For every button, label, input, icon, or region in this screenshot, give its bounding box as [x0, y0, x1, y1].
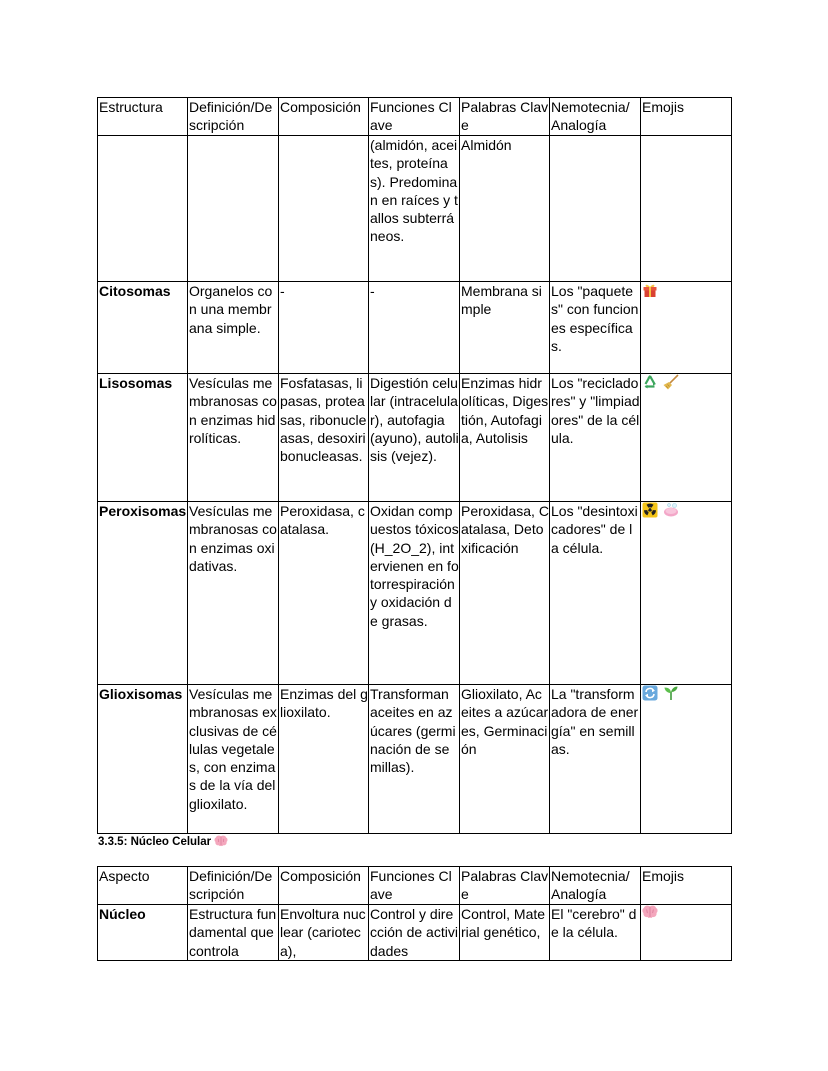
mnemonic-cell: Los "recicladores" y "limpiadores" de la célula. — [550, 374, 641, 502]
mnemonic-cell: Los "paquetes" con funciones específicas. — [550, 282, 641, 374]
mnemonic-cell — [550, 136, 641, 282]
definition-cell: Vesículas membranosas exclusivas de células vegetales, con enzimas de la vía del glioxilato. — [188, 685, 279, 834]
structure-cell: Citosomas — [98, 282, 188, 374]
composition-cell: Fosfatasas, lipasas, proteasas, ribonucleasas, desoxiribonucleasas. — [279, 374, 369, 502]
structure-cell: Peroxisomas — [98, 502, 188, 685]
structure-cell: Glioxisomas — [98, 685, 188, 834]
header-cell: Nemotecnia/ Analogía — [550, 98, 641, 136]
definition-cell — [188, 136, 279, 282]
keywords-cell: Almidón — [460, 136, 550, 282]
keywords-cell: Enzimas hidrolíticas, Digestión, Autofagia, Autolisis — [460, 374, 550, 502]
section-heading-text: 3.3.5: Núcleo Celular — [98, 836, 212, 848]
brain-icon — [642, 905, 658, 919]
emojis-cell — [641, 136, 732, 282]
functions-cell: Digestión celular (intracelular), autofagia (ayuno), autolisis (vejez). — [369, 374, 460, 502]
header-cell: Definición/Descripción — [188, 98, 279, 136]
table-row — [98, 502, 732, 685]
radioactive-icon — [642, 502, 658, 518]
brain-icon — [214, 835, 228, 847]
cycle-arrows-icon — [642, 685, 658, 701]
header-cell: Funciones Clave — [369, 867, 460, 905]
header-cell: Definición/Descripción — [188, 867, 279, 905]
table-row — [98, 282, 732, 374]
composition-cell: - — [279, 282, 369, 374]
header-cell: Palabras Clave — [460, 867, 550, 905]
header-cell: Nemotecnia/ Analogía — [550, 867, 641, 905]
definition-cell: Estructura fundamental que controla — [188, 905, 279, 961]
mnemonic-cell: La "transformadora de energía" en semillas. — [550, 685, 641, 834]
definition-cell: Vesículas membranosas con enzimas hidrolíticas. — [188, 374, 279, 502]
functions-cell: - — [369, 282, 460, 374]
section-heading — [98, 835, 229, 848]
structure-cell: Núcleo — [98, 905, 188, 961]
keywords-cell: Control, Material genético, — [460, 905, 550, 961]
emojis-cell — [641, 685, 732, 834]
table-row — [98, 374, 732, 502]
nucleus-table — [97, 866, 732, 961]
keywords-cell: Peroxidasa, Catalasa, Detoxificación — [460, 502, 550, 685]
emojis-cell — [641, 905, 732, 961]
header-cell: Emojis — [641, 867, 732, 905]
mnemonic-cell: Los "desintoxicadores" de la célula. — [550, 502, 641, 685]
composition-cell: Peroxidasa, catalasa. — [279, 502, 369, 685]
table-row — [98, 136, 732, 282]
definition-cell: Vesículas membranosas con enzimas oxidativas. — [188, 502, 279, 685]
seedling-icon — [663, 685, 679, 701]
header-cell: Emojis — [641, 98, 732, 136]
composition-cell — [279, 136, 369, 282]
mnemonic-cell: El "cerebro" de la célula. — [550, 905, 641, 961]
header-cell: Funciones Clave — [369, 98, 460, 136]
broom-icon — [663, 374, 679, 390]
definition-cell: Organelos con una membrana simple. — [188, 282, 279, 374]
functions-cell: Transforman aceites en azúcares (germinación de semillas). — [369, 685, 460, 834]
emojis-cell — [641, 374, 732, 502]
recycle-icon — [642, 374, 658, 390]
functions-cell: Control y dirección de actividades — [370, 906, 458, 959]
composition-cell: Envoltura nuclear (carioteca), — [279, 905, 369, 961]
keywords-cell: Glioxilato, Aceites a azúcares, Germinación — [460, 685, 550, 834]
header-cell: Palabras Clave — [460, 98, 550, 136]
table-header-row — [98, 98, 732, 136]
table-row — [98, 905, 732, 961]
emojis-cell — [641, 282, 732, 374]
header-cell: Composición — [279, 867, 369, 905]
gift-icon — [642, 282, 658, 298]
emojis-cell — [641, 502, 732, 685]
header-cell: Composición — [279, 98, 369, 136]
table-row — [98, 685, 732, 834]
composition-cell: Enzimas del glioxilato. — [279, 685, 369, 834]
keywords-cell: Membrana simple — [460, 282, 550, 374]
structure-cell — [98, 136, 188, 282]
functions-cell: Oxidan compuestos tóxicos (H_2O_2), intervienen en fotorrespiración y oxidación de grasas. — [369, 502, 460, 685]
functions-cell: (almidón, aceites, proteínas). Predominan en raíces y tallos subterráneos. — [369, 136, 460, 282]
header-cell: Aspecto — [98, 867, 188, 905]
soap-icon — [663, 502, 679, 518]
organelles-table — [97, 97, 732, 834]
header-cell: Estructura — [98, 98, 188, 136]
structure-cell: Lisosomas — [98, 374, 188, 502]
table-header-row — [98, 867, 732, 905]
